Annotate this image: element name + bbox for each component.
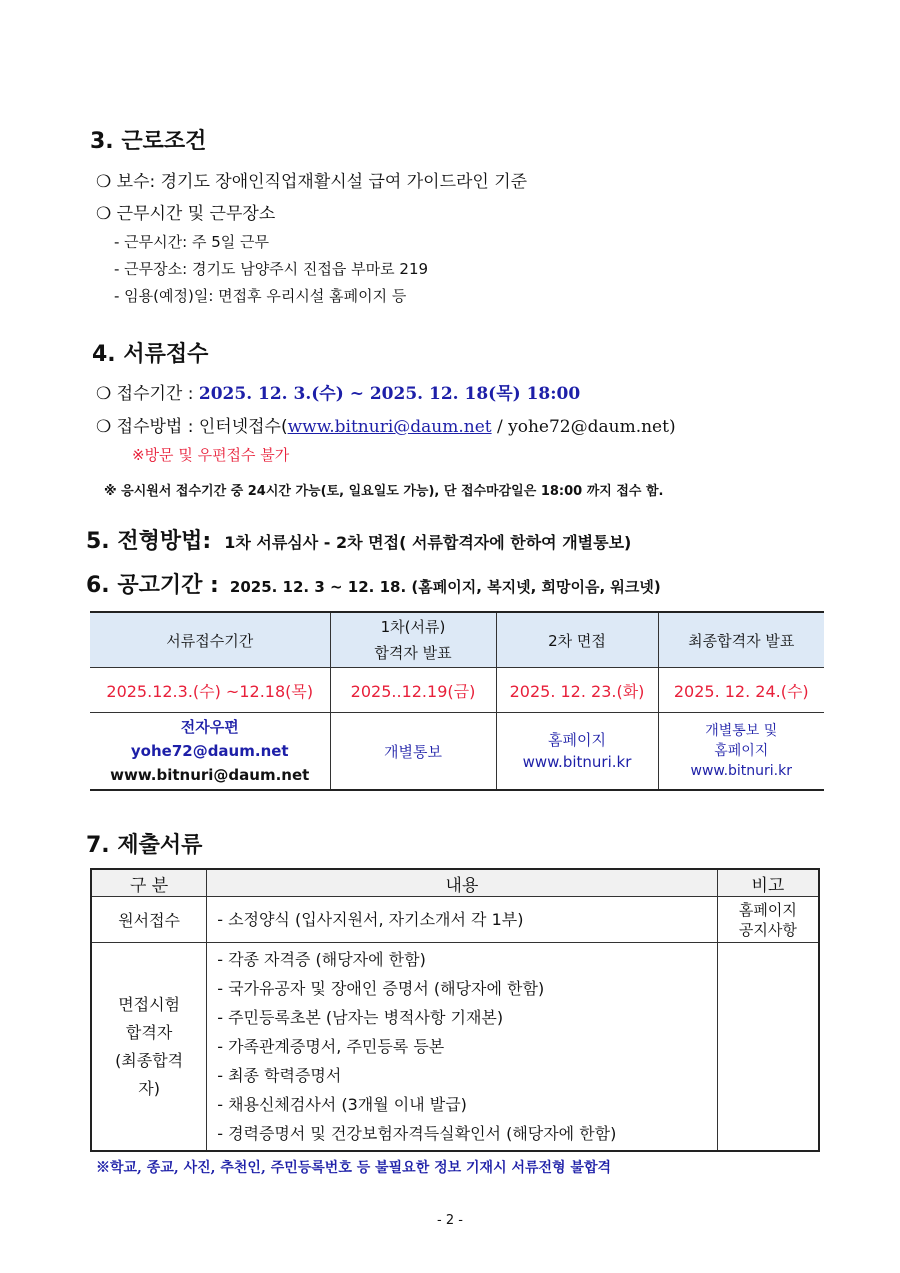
note-line1: 홈페이지 xyxy=(738,900,797,919)
content-interview xyxy=(207,943,718,1152)
work-hours-detail: - 근무시간: 주 5일 근무 xyxy=(114,233,270,251)
method-label: ❍ 접수방법 : 인터넷접수( xyxy=(96,417,288,437)
category-application: 원서접수 xyxy=(91,897,207,943)
method-final-line3: www.bitnuri.kr xyxy=(690,763,792,779)
section-6 xyxy=(86,568,661,599)
category-interview-line3: (최종합격 xyxy=(115,1050,184,1070)
doc-item: - 국가유공자 및 장애인 증명서 (해당자에 한함) xyxy=(217,979,545,998)
header-interview: 2차 면접 xyxy=(496,612,658,668)
date-doc-period: 2025.12.3.(수) ~12.18(목) xyxy=(90,668,330,713)
method-doc-period xyxy=(90,713,330,791)
category-interview-line4: 자) xyxy=(138,1078,160,1098)
documents-header-row xyxy=(91,869,819,897)
date-first-result: 2025..12.19(금) xyxy=(330,668,496,713)
method-final-result xyxy=(658,713,824,791)
method-final-line2: 홈페이지 xyxy=(714,743,769,759)
work-place-detail: - 근무장소: 경기도 남양주시 진접읍 부마로 219 xyxy=(114,260,429,278)
method-email-label: 전자우편 xyxy=(180,718,239,736)
method-interview xyxy=(496,713,658,791)
period-label: ❍ 접수기간 : xyxy=(96,384,199,404)
section-5 xyxy=(86,524,631,555)
selection-method: 1차 서류심사 - 2차 면접( 서류합격자에 한하여 개별통보) xyxy=(224,533,632,552)
method-interview-line1: 홈페이지 xyxy=(548,731,606,749)
application-note: ※ 응시원서 접수기간 중 24시간 가능(토, 일요일도 가능), 단 접수마감일은 18:00 까지 접수 함. xyxy=(104,484,664,499)
note-interview xyxy=(717,943,819,1152)
page-number: - 2 - xyxy=(437,1213,463,1228)
doc-item: - 최종 학력증명서 xyxy=(217,1066,342,1085)
note-line2: 공지사항 xyxy=(738,920,797,939)
notice-period: 2025. 12. 3 ~ 12. 18. (홈페이지, 복지넷, 희망이음, 워크넷) xyxy=(229,578,661,596)
method-email-bitnuri: www.bitnuri@daum.net xyxy=(110,766,310,784)
doc-item: - 가족관계증명서, 주민등록 등본 xyxy=(217,1037,445,1056)
method-final-line1: 개별통보 및 xyxy=(705,723,778,739)
application-method xyxy=(96,412,676,437)
method-interview-line2: www.bitnuri.kr xyxy=(522,753,632,771)
category-interview xyxy=(91,943,207,1152)
content-application: - 소정양식 (입사지원서, 자기소개서 각 1부) xyxy=(207,897,718,943)
header-category: 구 분 xyxy=(91,869,207,897)
section-6-heading: 6. 공고기간 : xyxy=(86,573,219,598)
method-rest: / yohe72@daum.net) xyxy=(491,417,676,437)
doc-item: - 각종 자격증 (해당자에 한함) xyxy=(217,950,426,969)
no-visit-notice: ※방문 및 우편접수 불가 xyxy=(132,446,290,464)
schedule-table xyxy=(90,611,824,791)
documents-table xyxy=(90,868,820,1152)
category-interview-line2: 합격자 xyxy=(125,1022,173,1042)
doc-item: - 경력증명서 및 건강보험자격득실확인서 (해당자에 한함) xyxy=(217,1124,617,1143)
section-3-heading: 3. 근로조건 xyxy=(90,129,207,154)
header-doc-period: 서류접수기간 xyxy=(90,612,330,668)
date-interview: 2025. 12. 23.(화) xyxy=(496,668,658,713)
application-period xyxy=(96,379,580,404)
section-4-heading: 4. 서류접수 xyxy=(92,342,209,367)
header-first-result-line1: 1차(서류) xyxy=(380,618,446,636)
schedule-header-row xyxy=(90,612,824,668)
date-final-result: 2025. 12. 24.(수) xyxy=(658,668,824,713)
doc-item: - 채용신체검사서 (3개월 이내 발급) xyxy=(217,1095,467,1114)
footer-warning: ※학교, 종교, 사진, 추천인, 주민등록번호 등 불필요한 정보 기재시 서류전형 불합격 xyxy=(96,1160,612,1176)
documents-row-interview xyxy=(91,943,819,1152)
bitnuri-email-link[interactable]: www.bitnuri@daum.net xyxy=(287,417,492,437)
section-5-heading: 5. 전형방법: xyxy=(86,529,212,554)
documents-row-application xyxy=(91,897,819,943)
category-interview-line1: 면접시험 xyxy=(118,994,181,1014)
period-value: 2025. 12. 3.(수) ~ 2025. 12. 18(목) 18:00 xyxy=(198,384,581,404)
note-application xyxy=(717,897,819,943)
header-final-result: 최종합격자 발표 xyxy=(658,612,824,668)
hours-place-bullet: ❍ 근무시간 및 근무장소 xyxy=(96,204,276,224)
pay-bullet: ❍ 보수: 경기도 장애인직업재활시설 급여 가이드라인 기준 xyxy=(96,172,528,192)
schedule-date-row xyxy=(90,668,824,713)
header-note: 비고 xyxy=(717,869,819,897)
doc-item: - 주민등록초본 (남자는 병적사항 기재본) xyxy=(217,1008,504,1027)
method-first-result: 개별통보 xyxy=(330,713,496,791)
header-content: 내용 xyxy=(207,869,718,897)
start-date-detail: - 임용(예정)일: 면접후 우리시설 홈페이지 등 xyxy=(114,287,407,305)
method-email-yohe: yohe72@daum.net xyxy=(130,742,289,760)
section-7-heading: 7. 제출서류 xyxy=(86,833,203,858)
header-first-result xyxy=(330,612,496,668)
header-first-result-line2: 합격자 발표 xyxy=(374,644,452,662)
schedule-method-row xyxy=(90,713,824,791)
